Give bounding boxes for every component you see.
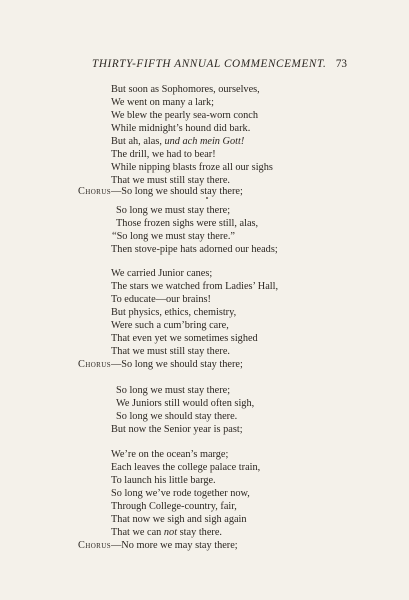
verse-line: But soon as Sophomores, ourselves, (111, 84, 260, 95)
verse-line: Then stove-pipe hats adorned our heads; (111, 244, 278, 255)
chorus-line: So long we must stay there; (116, 385, 231, 396)
chorus-line (78, 186, 243, 198)
chorus-line (78, 359, 243, 371)
chorus-label: Chorus (78, 540, 111, 551)
verse-text: stay there. (179, 527, 222, 538)
verse-line: But now the Senior year is past; (111, 424, 243, 435)
verse-line: Each leaves the college palace train, (111, 462, 261, 473)
chorus-line: So long we should stay there. (116, 411, 238, 422)
chorus-line: Those frozen sighs were still, alas, (116, 218, 259, 229)
verse-line: We went on many a lark; (111, 97, 214, 108)
verse-line: The stars we watched from Ladies’ Hall, (111, 281, 279, 292)
verse-line: That even yet we sometimes sighed (111, 333, 258, 344)
chorus-line: We Juniors still would often sigh, (116, 398, 255, 409)
verse-line: While midnight’s hound did bark. (111, 123, 251, 134)
verse-line: But physics, ethics, chemistry, (111, 307, 237, 318)
chorus-label: Chorus (78, 359, 111, 370)
verse-line (111, 136, 244, 148)
verse-line: That now we sigh and sigh again (111, 514, 247, 525)
verse-line: The drill, we had to bear! (111, 149, 216, 160)
chorus-text: —So long we should stay there; (111, 186, 243, 197)
chorus-text: —So long we should stay there; (111, 359, 243, 370)
verse-line: While nipping blasts froze all our sighs (111, 162, 273, 173)
verse-text: That we can (111, 527, 162, 538)
verse-line: So long we’ve rode together now, (111, 488, 250, 499)
verse-line: To launch his little barge. (111, 475, 216, 486)
page-number: 73 (335, 58, 347, 70)
verse-line (111, 527, 222, 539)
chorus-line: “So long we must stay there.” (112, 231, 235, 242)
verse-line: That we must still stay there. (111, 175, 230, 186)
chorus-label: Chorus (78, 186, 111, 197)
chorus-line (78, 540, 238, 552)
emphasis-word: not (163, 527, 178, 538)
verse-line: We blew the pearly sea-worn conch (111, 110, 258, 121)
chorus-line: So long we must stay there; (116, 205, 231, 216)
verse-line: Through College-country, fair, (111, 501, 237, 512)
verse-line: We carried Junior canes; (111, 268, 213, 279)
running-title: THIRTY-FIFTH ANNUAL COMMENCEMENT. (92, 58, 327, 70)
german-phrase: und ach mein Gott! (164, 136, 245, 147)
chorus-text: —No more we may stay there; (111, 540, 238, 551)
verse-line: To educate—our brains! (111, 294, 211, 305)
verse-line: That we must still stay there. (111, 346, 230, 357)
verse-line: We’re on the ocean’s marge; (111, 449, 229, 460)
verse-line: Were such a cum’bring care, (111, 320, 229, 331)
verse-text: But ah, alas, (111, 136, 162, 147)
